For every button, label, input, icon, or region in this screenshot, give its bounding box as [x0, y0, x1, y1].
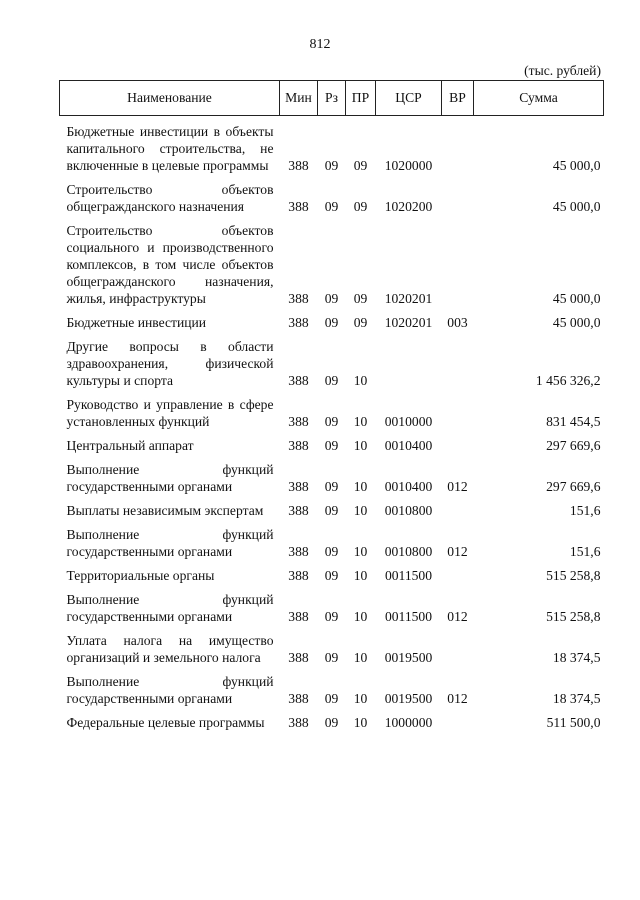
cell-vr: 012: [447, 479, 468, 494]
cell-sum: 151,6: [569, 544, 601, 559]
cell-rz: 09: [324, 158, 339, 173]
table-row: [60, 338, 604, 389]
row-spacer-cell: [60, 519, 604, 526]
cell-sum: 45 000,0: [552, 158, 601, 173]
cell-name: Строительство объектов общегражданского назначения: [66, 182, 274, 214]
cell-min: 388: [288, 373, 309, 388]
row-spacer-cell: [60, 707, 604, 714]
header-min: Мин: [280, 81, 318, 116]
cell-vr: [442, 338, 474, 389]
cell-vr: [442, 123, 474, 174]
cell-rz: 09: [324, 414, 339, 429]
cell-min: 388: [288, 479, 309, 494]
cell-name: Центральный аппарат: [66, 438, 194, 453]
cell-pr: 10: [353, 691, 368, 706]
cell-sum: 297 669,6: [546, 438, 601, 453]
cell-rz: 09: [324, 438, 339, 453]
table-row: [60, 123, 604, 174]
table-row: [60, 461, 604, 495]
row-spacer-cell: [60, 331, 604, 338]
cell-rz: 09: [324, 291, 339, 306]
table-row: [60, 502, 604, 519]
row-spacer-cell: [60, 584, 604, 591]
cell-min: 388: [288, 544, 309, 559]
row-spacer-cell: [60, 495, 604, 502]
cell-min: 388: [288, 291, 309, 306]
cell-vr: [442, 222, 474, 307]
cell-pr: 10: [353, 503, 368, 518]
cell-vr: 012: [447, 691, 468, 706]
page-number: 812: [309, 37, 331, 52]
row-spacer-cell: [60, 666, 604, 673]
cell-rz: 09: [324, 315, 339, 330]
cell-pr: 10: [353, 715, 368, 730]
cell-csr: 0019500: [384, 650, 433, 665]
cell-min: 388: [288, 199, 309, 214]
table-row: [60, 396, 604, 430]
table-row: [60, 314, 604, 331]
cell-name: Руководство и управление в сфере установленных функций: [66, 397, 274, 429]
cell-sum: 297 669,6: [546, 479, 601, 494]
table-row: [60, 222, 604, 307]
units-note: (тыс. рублей): [524, 63, 601, 78]
header-pr: ПР: [346, 81, 376, 116]
table-row: [60, 714, 604, 731]
row-spacer: [60, 331, 604, 338]
cell-vr: 003: [447, 315, 468, 330]
cell-rz: 09: [324, 568, 339, 583]
row-spacer-cell: [60, 307, 604, 314]
cell-csr: 0011500: [384, 609, 433, 624]
cell-sum: 45 000,0: [552, 199, 601, 214]
table-row: [60, 567, 604, 584]
cell-rz: 09: [324, 650, 339, 665]
row-spacer: [60, 454, 604, 461]
row-spacer: [60, 215, 604, 222]
cell-vr: [442, 567, 474, 584]
cell-csr: 1020200: [384, 199, 433, 214]
cell-min: 388: [288, 715, 309, 730]
cell-pr: 10: [353, 479, 368, 494]
budget-table: [59, 80, 604, 731]
row-spacer: [60, 174, 604, 181]
cell-csr: 1020201: [384, 315, 433, 330]
cell-name: Другие вопросы в области здравоохранения, физической культуры и спорта: [66, 339, 274, 388]
cell-name: Федеральные целевые программы: [66, 715, 265, 730]
row-spacer-cell: [60, 625, 604, 632]
cell-name: Выплаты независимым экспертам: [66, 503, 264, 518]
table-row: [60, 526, 604, 560]
cell-name: Территориальные органы: [66, 568, 215, 583]
cell-min: 388: [288, 650, 309, 665]
cell-csr: 0011500: [384, 568, 433, 583]
row-spacer-cell: [60, 215, 604, 222]
cell-csr: 1020000: [384, 158, 433, 173]
cell-pr: 09: [353, 315, 368, 330]
table-header: [60, 81, 604, 116]
cell-rz: 09: [324, 715, 339, 730]
cell-name: Выполнение функций государственными органами: [66, 674, 274, 706]
cell-sum: 18 374,5: [552, 691, 601, 706]
row-spacer-cell: [60, 174, 604, 181]
cell-sum: 515 258,8: [546, 609, 601, 624]
cell-name: Бюджетные инвестиции в объекты капитального строительства, не включенные в целевые программы: [66, 124, 274, 173]
cell-csr: 1020201: [384, 291, 433, 306]
header-row: [60, 81, 604, 116]
table-row: [60, 437, 604, 454]
header-vr: ВР: [442, 81, 474, 116]
cell-rz: 09: [324, 479, 339, 494]
cell-csr: 0010800: [384, 544, 433, 559]
row-spacer: [60, 307, 604, 314]
cell-vr: [442, 437, 474, 454]
cell-csr: 0019500: [384, 691, 433, 706]
cell-name: Выполнение функций государственными органами: [66, 527, 274, 559]
cell-min: 388: [288, 315, 309, 330]
row-spacer: [60, 625, 604, 632]
cell-min: 388: [288, 691, 309, 706]
cell-name: Уплата налога на имущество организаций и земельного налога: [66, 633, 274, 665]
cell-sum: 18 374,5: [552, 650, 601, 665]
cell-vr: [442, 632, 474, 666]
table-row: [60, 632, 604, 666]
cell-pr: 10: [353, 414, 368, 429]
cell-pr: 10: [353, 609, 368, 624]
cell-pr: 10: [353, 373, 368, 388]
cell-csr: 1000000: [384, 715, 433, 730]
row-spacer: [60, 584, 604, 591]
cell-min: 388: [288, 438, 309, 453]
row-spacer: [60, 707, 604, 714]
row-spacer: [60, 495, 604, 502]
cell-rz: 09: [324, 503, 339, 518]
cell-pr: 10: [353, 544, 368, 559]
cell-min: 388: [288, 158, 309, 173]
cell-rz: 09: [324, 691, 339, 706]
cell-csr: 0010000: [384, 414, 433, 429]
cell-pr: 10: [353, 568, 368, 583]
cell-sum: 511 500,0: [546, 715, 601, 730]
header-csr: ЦСР: [376, 81, 442, 116]
row-spacer: [60, 389, 604, 396]
cell-rz: 09: [324, 199, 339, 214]
cell-min: 388: [288, 503, 309, 518]
cell-csr: 0010400: [384, 438, 433, 453]
cell-csr: [376, 338, 442, 389]
cell-rz: 09: [324, 373, 339, 388]
row-spacer-cell: [60, 116, 604, 124]
cell-pr: 09: [353, 158, 368, 173]
cell-sum: 831 454,5: [546, 414, 601, 429]
row-spacer: [60, 666, 604, 673]
row-spacer-cell: [60, 560, 604, 567]
cell-rz: 09: [324, 544, 339, 559]
cell-vr: 012: [447, 544, 468, 559]
cell-sum: 45 000,0: [552, 291, 601, 306]
cell-min: 388: [288, 568, 309, 583]
cell-sum: 1 456 326,2: [535, 373, 601, 388]
cell-vr: [442, 714, 474, 731]
cell-min: 388: [288, 414, 309, 429]
table-row: [60, 673, 604, 707]
row-spacer-cell: [60, 454, 604, 461]
header-rz: Рз: [318, 81, 346, 116]
cell-pr: 10: [353, 650, 368, 665]
cell-vr: [442, 502, 474, 519]
row-spacer-cell: [60, 389, 604, 396]
cell-min: 388: [288, 609, 309, 624]
cell-vr: [442, 181, 474, 215]
cell-pr: 10: [353, 438, 368, 453]
table-body: [60, 116, 604, 732]
cell-pr: 09: [353, 199, 368, 214]
cell-name: Бюджетные инвестиции: [66, 315, 207, 330]
header-sum: Сумма: [474, 81, 604, 116]
row-spacer: [60, 430, 604, 437]
cell-name: Выполнение функций государственными органами: [66, 462, 274, 494]
row-spacer: [60, 560, 604, 567]
cell-name: Строительство объектов социального и производственного комплексов, в том числе объектов общегражданского назначения, жилья, инфраструктуры: [66, 223, 274, 306]
cell-sum: 151,6: [569, 503, 601, 518]
cell-sum: 45 000,0: [552, 315, 601, 330]
cell-vr: [442, 396, 474, 430]
table-row: [60, 181, 604, 215]
cell-csr: 0010400: [384, 479, 433, 494]
cell-csr: 0010800: [384, 503, 433, 518]
cell-vr: 012: [447, 609, 468, 624]
cell-rz: 09: [324, 609, 339, 624]
cell-name: Выполнение функций государственными органами: [66, 592, 274, 624]
header-name: Наименование: [60, 81, 280, 116]
row-spacer: [60, 519, 604, 526]
cell-pr: 09: [353, 291, 368, 306]
cell-sum: 515 258,8: [546, 568, 601, 583]
row-spacer: [60, 116, 604, 124]
row-spacer-cell: [60, 430, 604, 437]
table-row: [60, 591, 604, 625]
